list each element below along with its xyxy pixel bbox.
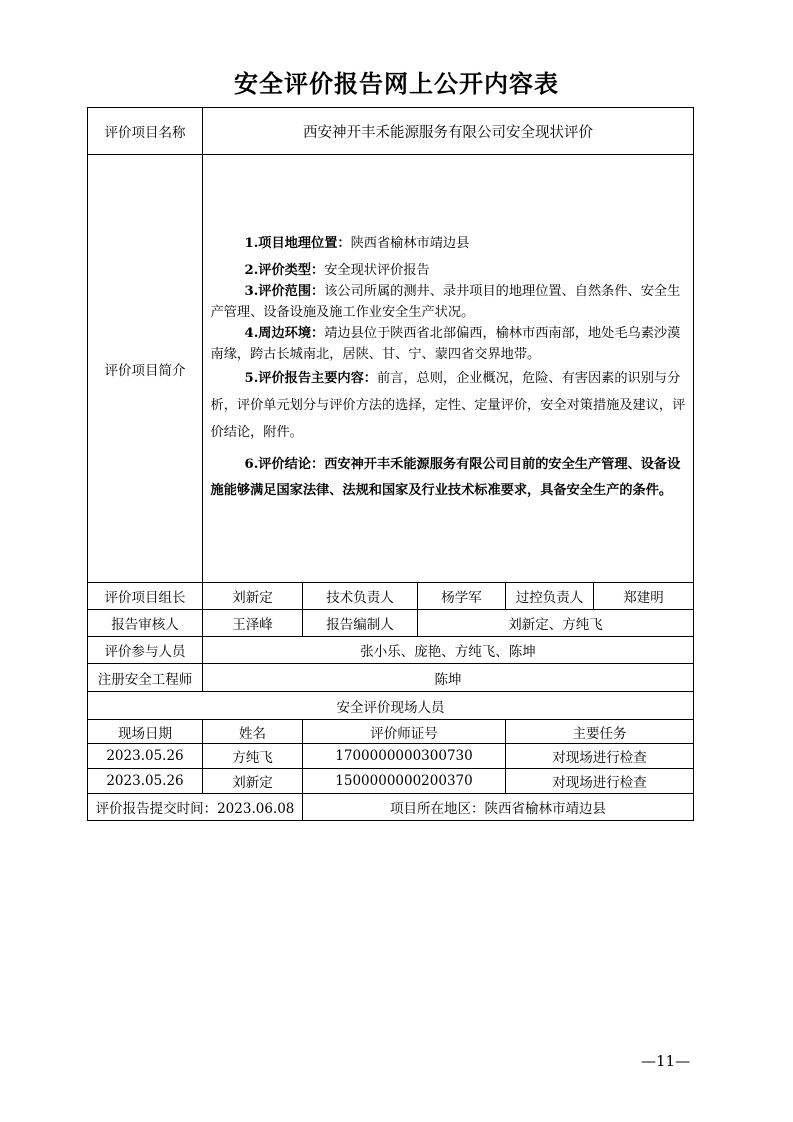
intro-text	[211, 233, 686, 504]
site-heading-row	[88, 692, 694, 720]
reviewer-value: 王泽峰	[203, 610, 303, 637]
engineer-row	[88, 664, 694, 692]
site-header-row	[88, 720, 694, 744]
site-task: 对现场进行检查	[506, 769, 694, 794]
report-table	[87, 107, 694, 821]
table-row	[88, 744, 694, 769]
intro-item-1: 1.项目地理位置：陕西省榆林市靖边县	[244, 236, 470, 251]
process-lead-value: 郑建明	[594, 583, 694, 610]
tech-lead-value: 杨学军	[418, 583, 506, 610]
review-row	[88, 610, 694, 637]
site-cert: 1700000000300730	[303, 744, 506, 769]
site-col-cert: 评价师证号	[303, 720, 506, 744]
intro-item-4: 4.周边环境：靖边县位于陕西省北部偏西，榆林市西南部，地处毛乌素沙漠南缘，跨古长城南北，居陕、甘、宁、蒙四省交界地带。	[210, 326, 681, 362]
leader-value: 刘新定	[203, 583, 303, 610]
site-cert: 1500000000200370	[303, 769, 506, 794]
project-name-value: 西安神开丰禾能源服务有限公司安全现状评价	[203, 108, 694, 155]
intro-item-2: 2.评价类型：安全现状评价报告	[244, 263, 430, 278]
site-date: 2023.05.26	[88, 744, 203, 769]
project-region: 项目所在地区：陕西省榆林市靖边县	[303, 794, 694, 821]
intro-label: 评价项目简介	[88, 155, 203, 583]
project-name-label: 评价项目名称	[88, 108, 203, 155]
leader-label: 评价项目组长	[88, 583, 203, 610]
process-lead-label: 过控负责人	[506, 583, 594, 610]
intro-item-3: 3.评价范围：该公司所属的测井、录井项目的地理位置、自然条件、安全生产管理、设备设施及施工作业安全生产状况。	[210, 284, 681, 320]
participants-row	[88, 637, 694, 664]
site-name: 方纯飞	[203, 744, 303, 769]
participants-label: 评价参与人员	[88, 637, 203, 664]
intro-item-6: 6.评价结论：西安神开丰禾能源服务有限公司目前的安全生产管理、设备设施能够满足国家法律、法规和国家及行业技术标准要求，具备安全生产的条件。	[210, 457, 681, 498]
site-col-date: 现场日期	[88, 720, 203, 744]
engineer-label: 注册安全工程师	[88, 664, 203, 692]
page-number: —11—	[641, 1052, 691, 1070]
intro-item-5: 5.评价报告主要内容：前言，总则，企业概况，危险、有害因素的识别与分析，评价单元划分与评价方法的选择，定性、定量评价，安全对策措施及建议，评价结论，附件。	[210, 371, 686, 440]
site-heading: 安全评价现场人员	[88, 692, 694, 720]
project-name-row	[88, 108, 694, 155]
table-row	[88, 769, 694, 794]
footer-row	[88, 794, 694, 821]
engineer-value: 陈坤	[203, 664, 694, 692]
intro-row	[88, 155, 694, 583]
reviewer-label: 报告审核人	[88, 610, 203, 637]
editor-value: 刘新定、方纯飞	[418, 610, 694, 637]
editor-label: 报告编制人	[303, 610, 418, 637]
intro-cell	[203, 155, 694, 583]
submit-date: 评价报告提交时间：2023.06.08	[88, 794, 303, 821]
tech-lead-label: 技术负责人	[303, 583, 418, 610]
leader-row	[88, 583, 694, 610]
site-col-name: 姓名	[203, 720, 303, 744]
site-name: 刘新定	[203, 769, 303, 794]
site-date: 2023.05.26	[88, 769, 203, 794]
site-col-task: 主要任务	[506, 720, 694, 744]
site-task: 对现场进行检查	[506, 744, 694, 769]
page-title: 安全评价报告网上公开内容表	[234, 69, 559, 98]
participants-value: 张小乐、庞艳、方纯飞、陈坤	[203, 637, 694, 664]
